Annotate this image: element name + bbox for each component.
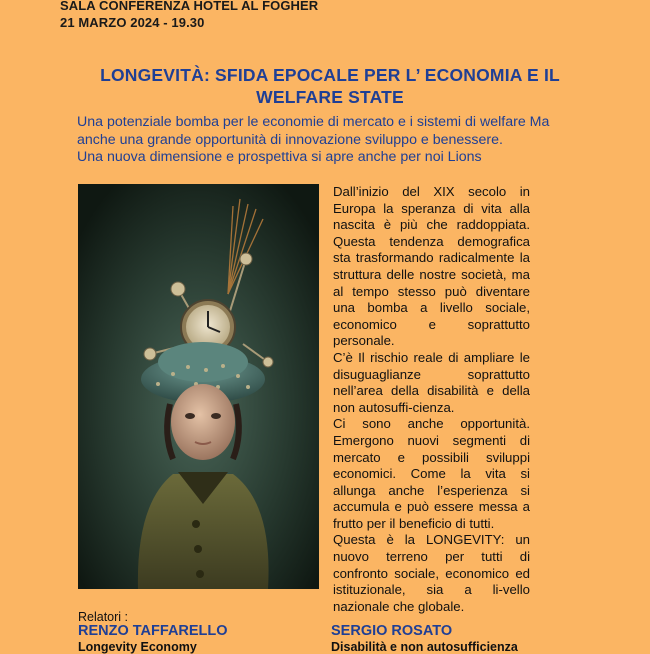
speaker-topic: Disabilità e non autosufficienza bbox=[331, 640, 518, 654]
subtitle bbox=[77, 114, 637, 167]
subtitle-line-3: Una nuova dimensione e prospettiva si apre anche per noi Lions bbox=[77, 149, 482, 165]
speaker-topic: Longevity Economy bbox=[78, 640, 197, 654]
event-date-time: 21 MARZO 2024 - 19.30 bbox=[60, 15, 205, 30]
portrait-image bbox=[78, 184, 319, 589]
speaker-name: RENZO TAFFARELLO bbox=[78, 623, 228, 639]
body-paragraph-3: Ci sono anche opportunità. Emergono nuovi segmenti di mercato e possibili sviluppi economici. Come la vita si allunga anche l’esperienza si accumula e può essere messa a frutto per il beneficio di tutti. bbox=[333, 416, 530, 531]
body-paragraph-1: Dall’inizio del XIX secolo in Europa la speranza di vita alla nascita è più che raddoppiata. Questa tendenza demografica sta trasformando radicalmente la struttura delle nostre società, ma al tempo stesso può diventare una bomba a livello sociale, economico e soprattutto personale. bbox=[333, 184, 530, 349]
body-paragraph-2: C’è Il rischio reale di ampliare le disuguaglianze soprattutto nell’area della disabilità e della non autosuffi-cienza. bbox=[333, 349, 530, 415]
body-paragraph-4: Questa è la LONGEVITY: un nuovo terreno per tutti di confronto sociale, economico ed istituzionale, sia a li-vello nazionale che globale. bbox=[333, 532, 530, 614]
title-line-1: LONGEVITÀ: SFIDA EPOCALE PER L’ ECONOMIA E IL bbox=[100, 65, 560, 85]
body-text bbox=[333, 184, 530, 615]
page-title bbox=[40, 64, 620, 108]
speaker-name: SERGIO ROSATO bbox=[331, 623, 453, 639]
title-line-2: WELFARE STATE bbox=[256, 87, 404, 107]
event-venue: SALA CONFERENZA HOTEL AL FOGHER bbox=[60, 0, 319, 13]
subtitle-line-2: anche una grande opportunità di innovazione sviluppo e benessere. bbox=[77, 131, 503, 148]
subtitle-line-1: Una potenziale bomba per le economie di mercato e i sistemi di welfare Ma bbox=[77, 114, 550, 130]
speakers-label: Relatori : bbox=[78, 610, 129, 624]
